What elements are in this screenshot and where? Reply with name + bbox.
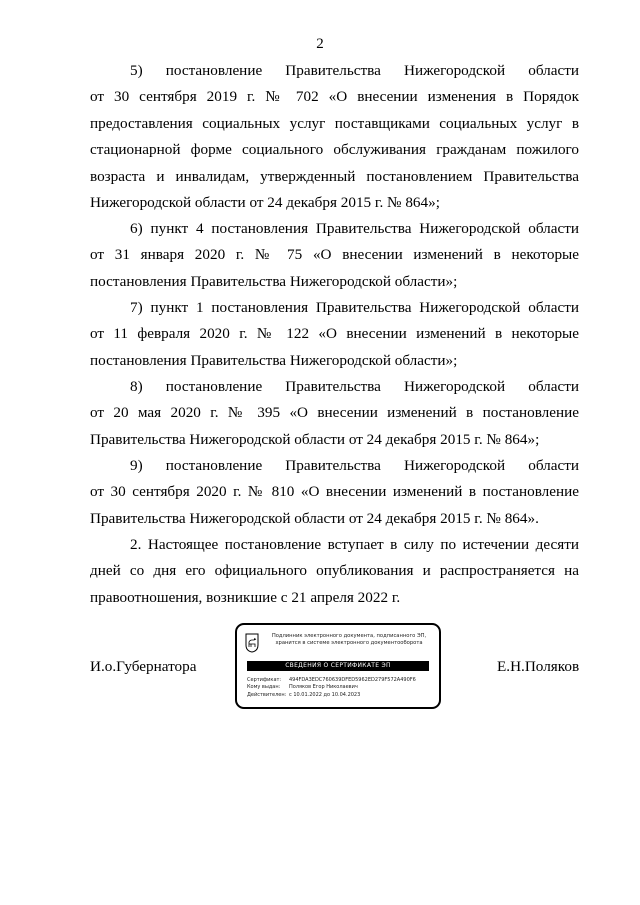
certificate-row [247,677,433,684]
issued-to-label: Кому выдан: [247,684,281,691]
text-line: возраста и инвалидам, утвержденный постановлением Правительства [90,167,579,185]
nizhny-novgorod-deer-emblem-icon [245,633,259,653]
text-line: постановления Правительства Нижегородской области»; [90,351,458,369]
list-item-5 [90,58,579,216]
text-line: 8) постановление Правительства Нижегородской области [130,378,579,395]
electronic-signature-stamp [235,623,441,709]
text-line: от 30 сентября 2020 г. № 810 «О внесении изменений в постановление [90,483,579,501]
text-line: Нижегородской области от 24 декабря 2015 г. № 864»; [90,194,440,212]
text-line: Правительства Нижегородской области от 24 декабря 2015 г. № 864». [90,509,539,527]
text-line: правоотношения, возникшие с 21 апреля 2022 г. [90,588,401,606]
text-line: 7) пункт 1 постановления Правительства Нижегородской области [130,299,579,316]
text-line: стационарной форме социального обслуживания гражданам пожилого [90,141,579,159]
valid-value: с 10.01.2022 до 10.04.2023 [289,691,361,698]
signatory-title: И.о.Губернатора [90,658,197,675]
text-line: дней со дня его официального опубликования и распространяется на [90,562,579,580]
text-line: 5) постановление Правительства Нижегородской области [130,62,579,79]
issued-to-value: Поляков Егор Николаевич [289,684,358,691]
text-line: от 31 января 2020 г. № 75 «О внесении изменений в некоторые [90,246,579,264]
text-line: 9) постановление Правительства Нижегородской области [130,457,579,474]
text-line: от 30 сентября 2019 г. № 702 «О внесении изменения в Порядок [90,88,579,106]
list-item-6 [90,216,579,295]
text-line: Правительства Нижегородской области от 24 декабря 2015 г. № 864»; [90,430,540,448]
certificate-info-bar: СВЕДЕНИЯ О СЕРТИФИКАТЕ ЭП [247,661,429,671]
certificate-value: 494FDA3EDC760639DFED5962ED279F572A490F6 [289,677,416,683]
stamp-header-text: Подлинник электронного документа, подписанного ЭП, хранится в системе электронного документооборота [271,633,427,646]
issued-to-row [247,684,433,691]
page-number: 2 [316,36,324,52]
list-item-8 [90,374,579,453]
valid-row [247,692,433,699]
text-line: 6) пункт 4 постановления Правительства Нижегородской области [130,220,579,237]
text-line: от 20 мая 2020 г. № 395 «О внесении изменений в постановление [90,404,579,422]
valid-label: Действителен: [247,691,287,698]
effective-date-paragraph [90,532,579,611]
text-line: 2. Настоящее постановление вступает в силу по истечении десяти [130,536,579,553]
text-line: постановления Правительства Нижегородской области»; [90,272,458,290]
certificate-label: Сертификат: [247,677,282,683]
text-line: предоставления социальных услуг поставщиками социальных услуг в [90,114,579,132]
certificate-details [247,677,433,699]
list-item-9 [90,453,579,532]
signatory-name: Е.Н.Поляков [497,658,580,675]
list-item-7 [90,295,579,374]
text-line: от 11 февраля 2020 г. № 122 «О внесении изменений в некоторые [90,325,579,343]
